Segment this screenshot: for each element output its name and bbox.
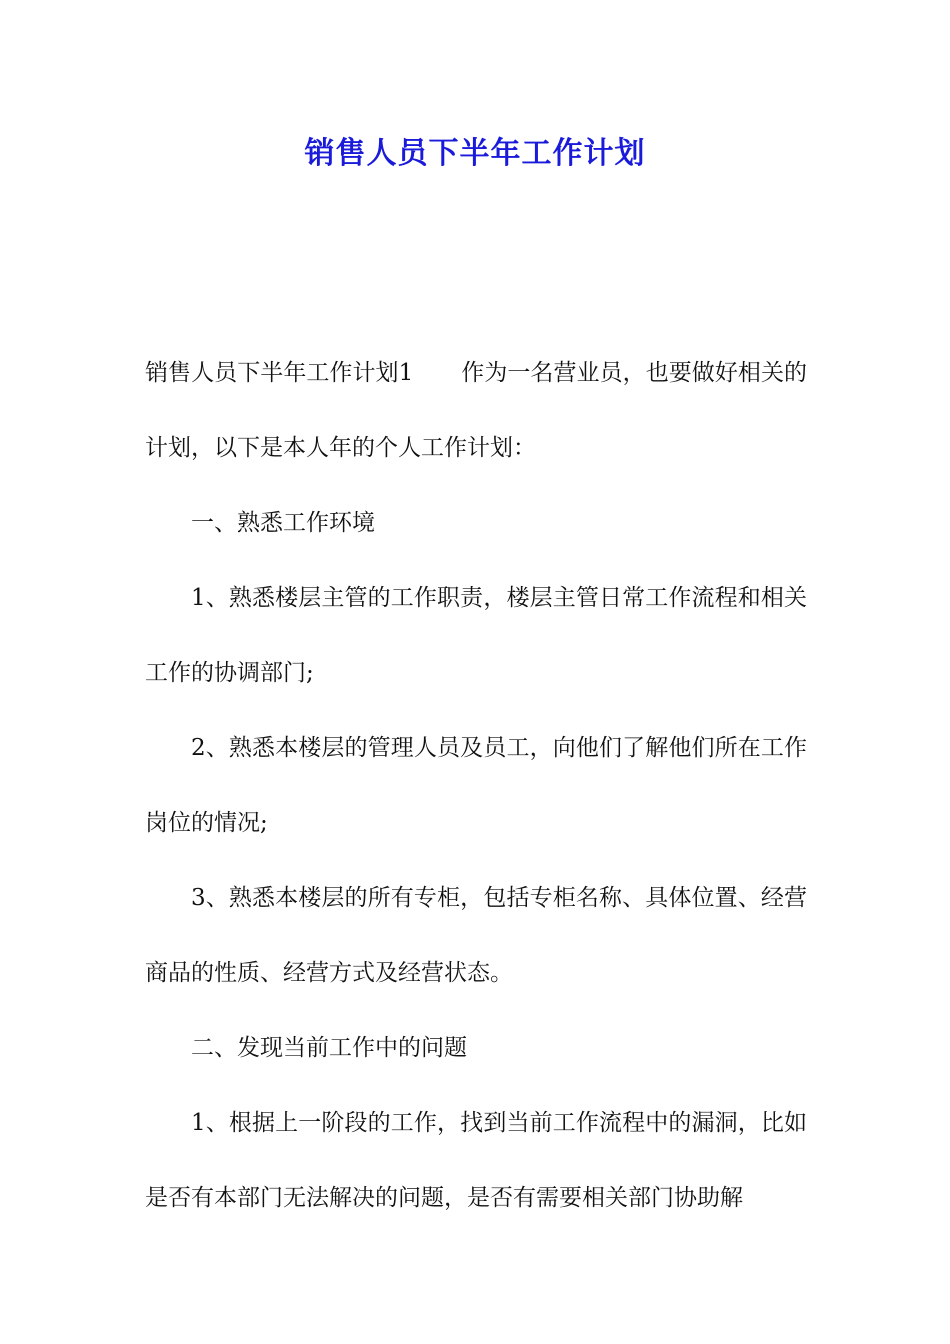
list-item-2-1: 1、根据上一阶段的工作，找到当前工作流程中的漏洞，比如是否有本部门无法解决的问题，是否有需要相关部门协助解: [145, 1110, 807, 1211]
document-body: [145, 336, 807, 1236]
list-item-1-3: 3、熟悉本楼层的所有专柜，包括专柜名称、具体位置、经营商品的性质、经营方式及经营状态。: [145, 885, 807, 986]
intro-heading: 销售人员下半年工作计划1: [145, 360, 414, 386]
list-item-1-2: 2、熟悉本楼层的管理人员及员工，向他们了解他们所在工作岗位的情况;: [145, 735, 807, 836]
document-title: 销售人员下半年工作计划: [304, 136, 646, 171]
section-heading-2: 二、发现当前工作中的问题: [191, 1035, 467, 1061]
intro-paragraph: [145, 336, 807, 486]
section-heading-1: 一、熟悉工作环境: [191, 510, 375, 536]
list-item-1-1: 1、熟悉楼层主管的工作职责，楼层主管日常工作流程和相关工作的协调部门;: [145, 585, 807, 686]
intro-text: 作为一名营业员，也要做好相关的计划，以下是本人年的个人工作计划：: [145, 360, 808, 461]
